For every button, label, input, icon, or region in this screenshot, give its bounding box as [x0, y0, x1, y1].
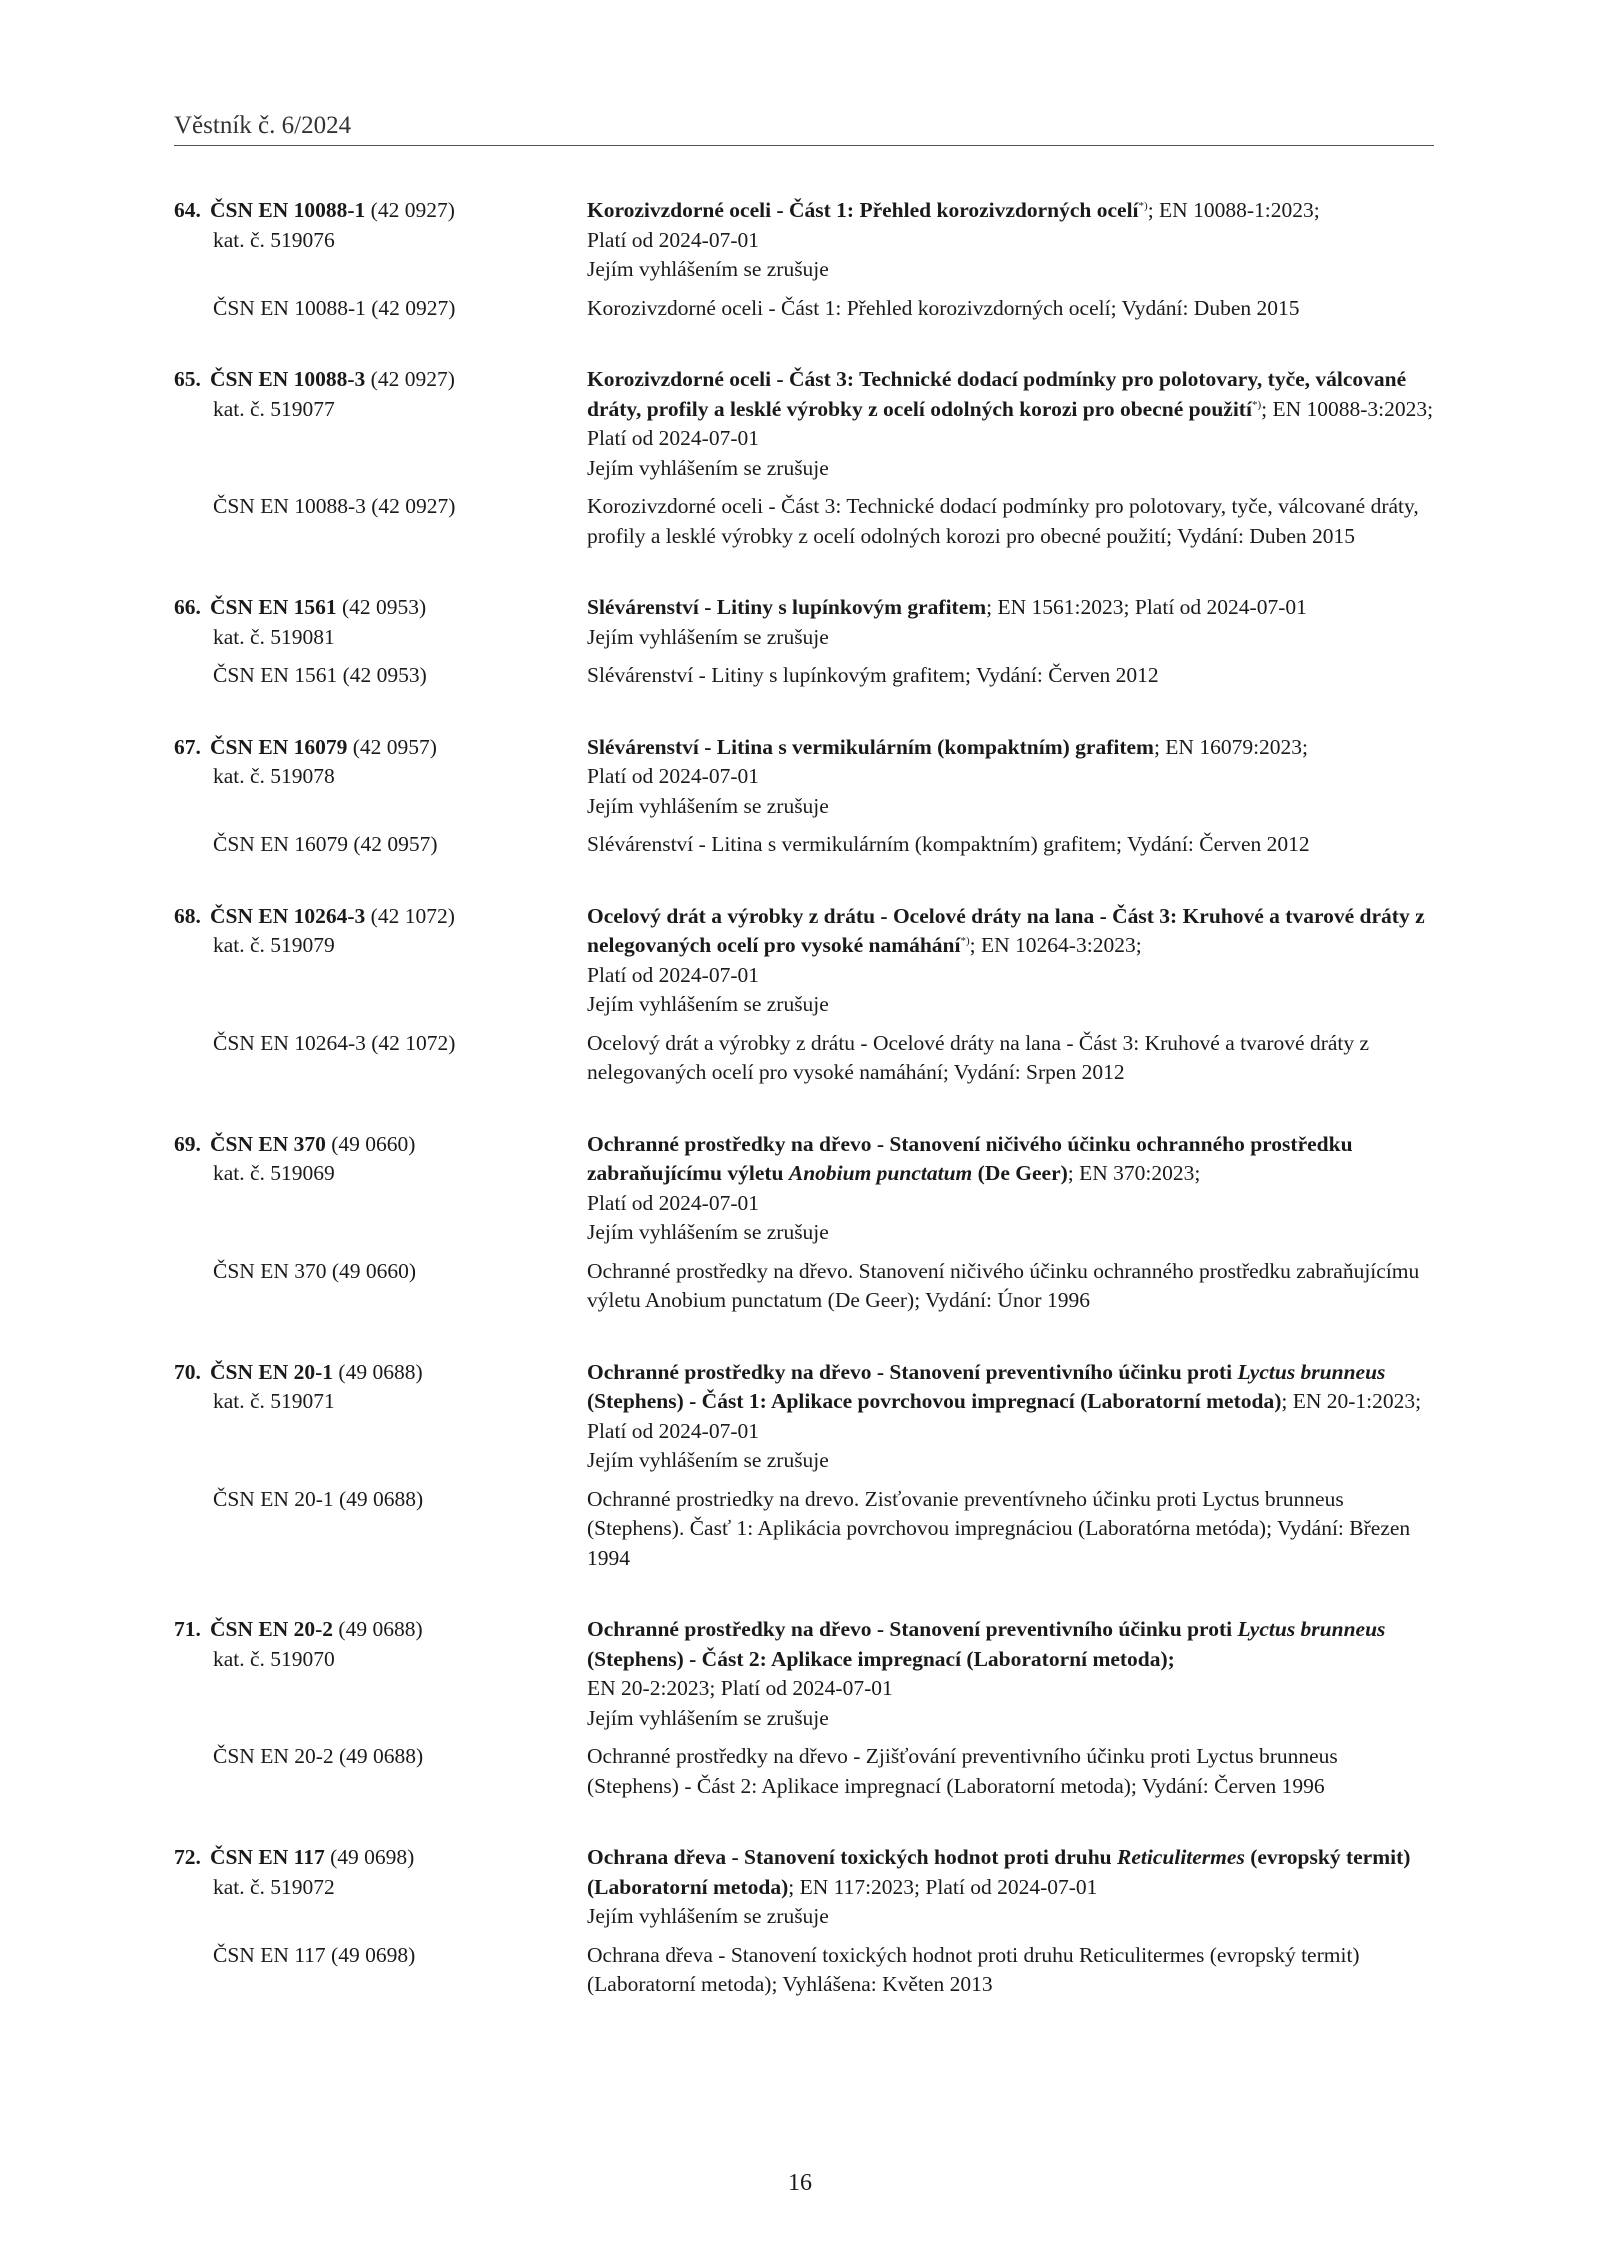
replaced-standard-description: Slévárenství - Litina s vermikulárním (kompaktním) grafitem; Vydání: Červen 2012 [587, 832, 1310, 856]
standard-code: ČSN EN 20-2 [210, 1617, 334, 1641]
standard-en-reference: ; EN 16079:2023; [1153, 734, 1309, 759]
title-text: Ocelový drát a výrobky z drátu - Ocelové dráty na lana - Část 3: Kruhové a tvarové dráty z nelegovaných ocelí pro vysoké namáhání [587, 903, 1425, 957]
standard-description [587, 196, 1434, 285]
title-species-name: Lyctus brunneus [1237, 1617, 1386, 1641]
standard-code: ČSN EN 370 [210, 1131, 326, 1156]
standard-entry [174, 1843, 1434, 2000]
standard-id [174, 1843, 587, 1932]
new-standard-row [174, 593, 1434, 652]
standards-list [174, 196, 1434, 2042]
title-text: Slévárenství - Litina s vermikulárním (kompaktním) grafitem [587, 734, 1154, 759]
standard-description [587, 593, 1434, 652]
entry-number: 65. [174, 367, 201, 391]
standard-entry [174, 1358, 1434, 1574]
replaced-standard-description: Slévárenství - Litiny s lupínkovým grafitem; Vydání: Červen 2012 [587, 663, 1159, 687]
catalog-number: kat. č. 519072 [213, 1874, 335, 1899]
title-text: Slévárenství - Litiny s lupínkovým grafitem [587, 595, 987, 619]
standard-code: ČSN EN 10088-1 [210, 198, 366, 222]
replaced-standard-row [174, 294, 1434, 324]
title-text: Korozivzdorné oceli - Část 1: Přehled korozivzdorných ocelí [587, 198, 1139, 222]
validity-date: EN 20-2:2023; Platí od 2024-07-01 [587, 1676, 893, 1700]
catalog-number: kat. č. 519070 [213, 1646, 335, 1671]
catalog-number: kat. č. 519069 [213, 1161, 335, 1185]
cancellation-note: Jejím vyhlášením se zrušuje [587, 1904, 829, 1928]
cancellation-note: Jejím vyhlášením se zrušuje [587, 624, 829, 649]
replaced-standard-description: Ochrana dřeva - Stanovení toxických hodnot proti druhu Reticulitermes (evropský termit) (Laboratorní metoda); Vyhlášena: Květen 2013 [587, 1942, 1360, 1996]
standard-id [174, 1130, 587, 1248]
replaced-standard-code: ČSN EN 10088-3 (42 0927) [213, 494, 456, 518]
standard-en-reference: ; EN 10264-3:2023; [969, 933, 1142, 957]
title-species-name: Lyctus brunneus [1237, 1359, 1386, 1384]
replaced-standard-description: Ochranné prostředky na dřevo - Zjišťování preventivního účinku proti Lyctus brunneus (Stephens) - Část 2: Aplikace impregnací (Laboratorní metoda); Vydání: Červen 1996 [587, 1744, 1338, 1798]
standard-description [587, 1843, 1434, 1932]
standard-title [587, 1360, 1385, 1414]
replaced-standard-description: Ochranné prostriedky na drevo. Zisťovanie preventívneho účinku proti Lyctus brunneus (Stephens). Časť 1: Aplikácia povrchovou impregnáciou (Laboratórna metóda); Vydání: Březen 1994 [587, 1486, 1411, 1570]
cancellation-note: Jejím vyhlášením se zrušuje [587, 1220, 829, 1244]
cancellation-note: Jejím vyhlášením se zrušuje [587, 455, 829, 480]
new-standard-row [174, 1130, 1434, 1248]
entry-number: 67. [174, 734, 201, 759]
replaced-standard-row [174, 1485, 1434, 1574]
standard-id [174, 365, 587, 483]
classification-number: (42 0953) [342, 595, 427, 619]
standard-code: ČSN EN 16079 [210, 734, 348, 759]
cancellation-note: Jejím vyhlášením se zrušuje [587, 1448, 829, 1472]
standard-code: ČSN EN 117 [210, 1845, 325, 1869]
catalog-number: kat. č. 519081 [213, 624, 335, 649]
replaced-standard-code: ČSN EN 10088-1 (42 0927) [213, 295, 456, 320]
footnote-marker: *) [960, 934, 970, 947]
replaced-standard-description: Ocelový drát a výrobky z drátu - Ocelové dráty na lana - Část 3: Kruhové a tvarové dráty z nelegovaných ocelí pro vysoké namáhání; Vydání: Srpen 2012 [587, 1030, 1370, 1084]
replaced-standard-row [174, 830, 1434, 860]
replaced-standard-description: Korozivzdorné oceli - Část 1: Přehled korozivzdorných ocelí; Vydání: Duben 2015 [587, 295, 1300, 320]
validity-date: Platí od 2024-07-01 [587, 1190, 759, 1215]
title-text: Ochranné prostředky na dřevo - Stanovení preventivního účinku proti [587, 1359, 1238, 1384]
new-standard-row [174, 902, 1434, 1020]
replaced-standard-code: ČSN EN 370 (49 0660) [213, 1258, 417, 1283]
title-text: (De Geer) [972, 1161, 1068, 1185]
standard-id [174, 733, 587, 822]
new-standard-row [174, 1843, 1434, 1932]
standard-entry [174, 902, 1434, 1088]
standard-en-reference: ; EN 117:2023; Platí od 2024-07-01 [788, 1874, 1098, 1899]
standard-en-reference: ; EN 1561:2023; Platí od 2024-07-01 [986, 595, 1307, 619]
replaced-standard-row [174, 492, 1434, 551]
cancellation-note: Jejím vyhlášením se zrušuje [587, 257, 829, 281]
new-standard-row [174, 733, 1434, 822]
new-standard-row [174, 1358, 1434, 1476]
entry-number: 70. [174, 1359, 201, 1384]
catalog-number: kat. č. 519077 [213, 396, 335, 421]
entry-number: 71. [174, 1617, 201, 1641]
classification-number: (49 0660) [331, 1131, 416, 1156]
standard-description [587, 733, 1434, 822]
standard-id [174, 1615, 587, 1733]
replaced-standard-code: ČSN EN 117 (49 0698) [213, 1942, 416, 1967]
entry-number: 69. [174, 1131, 201, 1156]
page-number: 16 [788, 2170, 812, 2196]
title-species-name: Anobium punctatum [788, 1161, 973, 1185]
standard-description [587, 902, 1434, 1020]
page-header: Věstník č. 6/2024 [174, 112, 352, 139]
catalog-number: kat. č. 519078 [213, 764, 335, 788]
standard-description [587, 1615, 1434, 1733]
catalog-number: kat. č. 519076 [213, 227, 335, 252]
replaced-standard-row [174, 1029, 1434, 1088]
replaced-standard-code: ČSN EN 16079 (42 0957) [213, 832, 438, 856]
replaced-standard-code: ČSN EN 1561 (42 0953) [213, 663, 427, 687]
standard-en-reference: ; EN 10088-1:2023; [1147, 198, 1320, 222]
replaced-standard-description: Ochranné prostředky na dřevo. Stanovení ničivého účinku ochranného prostředku zabraňujícímu výletu Anobium punctatum (De Geer); Vydání: Únor 1996 [587, 1258, 1420, 1312]
standard-title [587, 198, 1139, 222]
replaced-standard-code: ČSN EN 20-2 (49 0688) [213, 1744, 424, 1768]
replaced-standard-code: ČSN EN 20-1 (49 0688) [213, 1486, 424, 1511]
replaced-standard-row [174, 1941, 1434, 2000]
standard-description [587, 1130, 1434, 1248]
new-standard-row [174, 365, 1434, 483]
replaced-standard-row [174, 1257, 1434, 1316]
standard-en-reference: ; EN 370:2023; [1067, 1161, 1201, 1185]
entry-number: 64. [174, 198, 201, 222]
validity-date: Platí od 2024-07-01 [587, 227, 759, 252]
standard-code: ČSN EN 10264-3 [210, 903, 366, 928]
title-text: Ochranné prostředky na dřevo - Stanovení preventivního účinku proti [587, 1617, 1238, 1641]
entry-number: 68. [174, 903, 201, 928]
validity-date: Platí od 2024-07-01 [587, 962, 759, 987]
entry-number: 72. [174, 1845, 201, 1869]
title-text: Ochrana dřeva - Stanovení toxických hodnot proti druhu [587, 1845, 1118, 1869]
replaced-standard-row [174, 661, 1434, 691]
cancellation-note: Jejím vyhlášením se zrušuje [587, 793, 829, 818]
standard-entry [174, 196, 1434, 323]
classification-number: (49 0688) [338, 1617, 423, 1641]
standard-id [174, 902, 587, 1020]
cancellation-note: Jejím vyhlášením se zrušuje [587, 1705, 829, 1730]
standard-entry [174, 593, 1434, 691]
classification-number: (42 0927) [370, 198, 455, 222]
new-standard-row [174, 196, 1434, 285]
standard-description [587, 1358, 1434, 1476]
standard-entry [174, 733, 1434, 860]
standard-entry [174, 1130, 1434, 1316]
standard-entry [174, 1615, 1434, 1801]
classification-number: (49 0698) [330, 1845, 415, 1869]
replaced-standard-row [174, 1742, 1434, 1801]
title-species-name: Reticulitermes [1117, 1845, 1245, 1869]
standard-id [174, 593, 587, 652]
standard-title [587, 595, 986, 619]
classification-number: (42 0927) [370, 367, 455, 391]
standard-en-reference: ; EN 10088-3:2023; Platí od 2024-07-01 [587, 396, 1434, 450]
catalog-number: kat. č. 519079 [213, 933, 335, 957]
standard-id [174, 196, 587, 285]
header-divider [174, 145, 1434, 146]
standard-description [587, 365, 1434, 483]
footnote-marker: *) [1138, 199, 1148, 212]
validity-date: Platí od 2024-07-01 [587, 764, 759, 788]
classification-number: (42 1072) [370, 903, 455, 928]
title-text: (Stephens) - Část 2: Aplikace impregnací (Laboratorní metoda); [587, 1646, 1175, 1671]
standard-en-reference: ; EN 20-1:2023; Platí od 2024-07-01 [587, 1389, 1422, 1443]
standard-code: ČSN EN 1561 [210, 595, 337, 619]
footnote-marker: *) [1251, 398, 1262, 411]
classification-number: (49 0688) [338, 1359, 423, 1384]
standard-code: ČSN EN 10088-3 [210, 367, 366, 391]
standard-title [587, 735, 1154, 759]
standard-entry [174, 365, 1434, 551]
classification-number: (42 0957) [352, 734, 437, 759]
standard-title [587, 1617, 1385, 1671]
replaced-standard-description: Korozivzdorné oceli - Část 3: Technické dodací podmínky pro polotovary, tyče, válcované dráty, profily a lesklé výrobky z ocelí odolných korozi pro obecné použití; Vydání: Duben 2015 [587, 494, 1419, 548]
new-standard-row [174, 1615, 1434, 1733]
cancellation-note: Jejím vyhlášením se zrušuje [587, 992, 829, 1016]
entry-number: 66. [174, 595, 201, 619]
replaced-standard-code: ČSN EN 10264-3 (42 1072) [213, 1030, 456, 1055]
standard-id [174, 1358, 587, 1476]
title-text: (Stephens) - Část 1: Aplikace povrchovou impregnací (Laboratorní metoda) [587, 1389, 1282, 1413]
title-text: (evropský termit) (Laboratorní metoda) [587, 1845, 1411, 1899]
standard-code: ČSN EN 20-1 [210, 1359, 334, 1384]
title-text: Ochranné prostředky na dřevo - Stanovení ničivého účinku ochranného prostředku zabraňujícímu výletu [587, 1131, 1353, 1185]
standard-title [587, 1132, 1353, 1186]
catalog-number: kat. č. 519071 [213, 1389, 335, 1413]
title-text: Korozivzdorné oceli - Část 3: Technické dodací podmínky pro polotovary, tyče, válcované dráty, profily a lesklé výrobky z ocelí odolných korozi pro obecné použití [587, 367, 1407, 421]
